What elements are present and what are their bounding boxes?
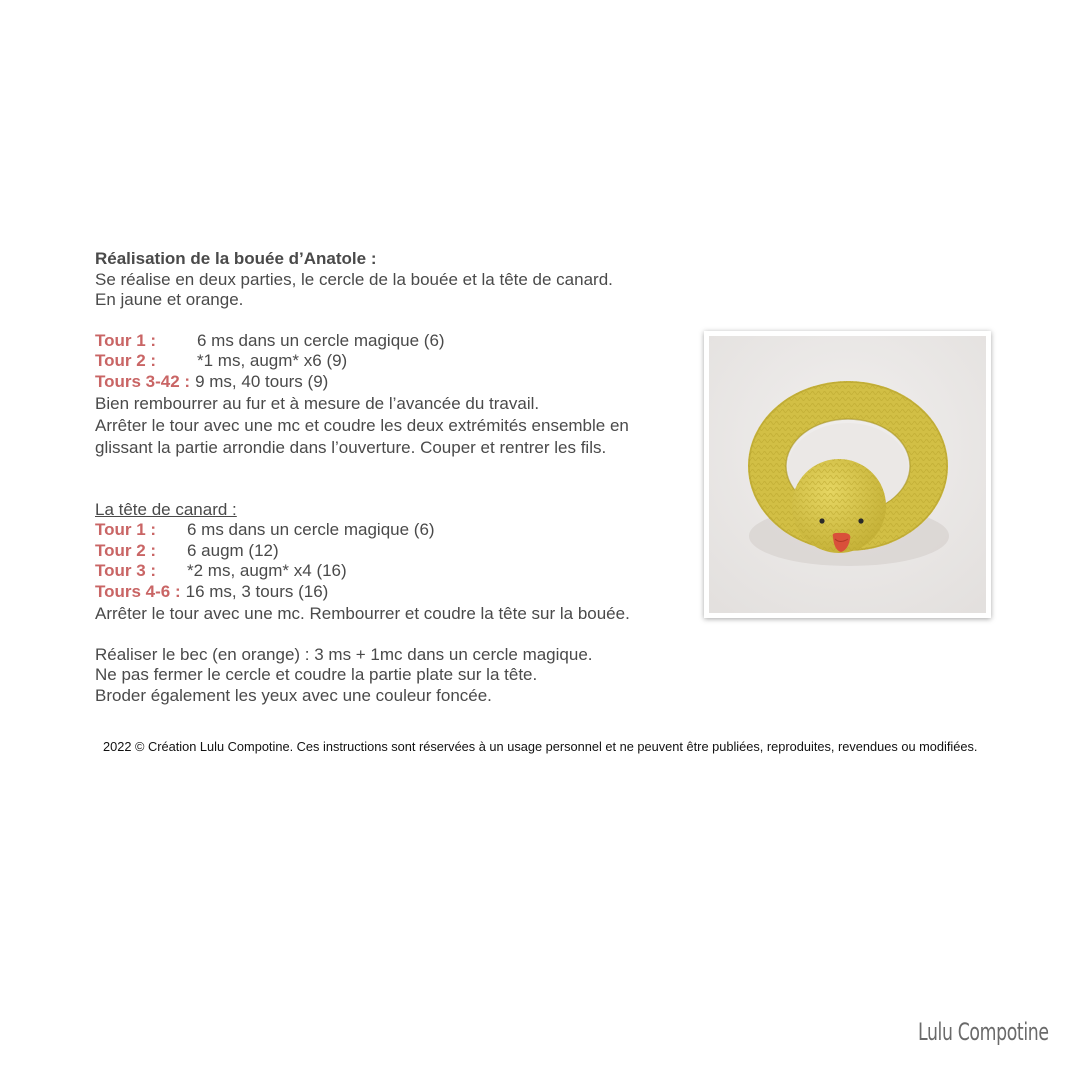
row-label: Tour 3 :	[95, 561, 157, 581]
ring-note-2: Arrêter le tour avec une mc et coudre les deux extrémités ensemble en glissant la partie arrondie dans l’ouverture. Couper et rentrer les fils.	[95, 415, 629, 457]
beak-line-3: Broder également les yeux avec une couleur foncée.	[95, 685, 492, 705]
section-title: Réalisation de la bouée d’Anatole :	[95, 249, 377, 268]
ring-note-1: Bien rembourrer au fur et à mesure de l’avancée du travail.	[95, 393, 540, 413]
copyright-footer: 2022 © Création Lulu Compotine. Ces instructions sont réservées à un usage personnel et ne peuvent être publiées, reproduites, revendues ou modifiées.	[103, 739, 978, 754]
row-text: *1 ms, augm* x6 (9)	[197, 351, 348, 371]
ring-row-3	[95, 372, 655, 393]
head-row-2	[95, 541, 655, 562]
row-label: Tour 2 :	[95, 351, 157, 371]
beak-line-2: Ne pas fermer le cercle et coudre la partie plate sur la tête.	[95, 665, 538, 685]
row-label: Tour 1 :	[95, 330, 157, 350]
row-text: 9 ms, 40 tours (9)	[195, 371, 329, 391]
head-note: Arrêter le tour avec une mc. Rembourrer et coudre la tête sur la bouée.	[95, 603, 630, 623]
row-label: Tours 3-42 :	[95, 371, 191, 391]
row-text: 16 ms, 3 tours (16)	[185, 581, 329, 601]
head-row-3	[95, 561, 655, 582]
duck-ring-photo	[704, 331, 991, 618]
row-text: *2 ms, augm* x4 (16)	[187, 561, 347, 581]
ring-row-1	[95, 331, 655, 352]
row-text: 6 ms dans un cercle magique (6)	[197, 330, 445, 350]
row-label: Tour 1 :	[95, 520, 157, 540]
ring-row-2	[95, 351, 655, 372]
row-text: 6 augm (12)	[187, 540, 279, 560]
head-row-4	[95, 582, 655, 603]
crochet-duck-ring-illustration	[709, 336, 986, 613]
pattern-instructions	[95, 249, 655, 706]
intro-line-2: En jaune et orange.	[95, 290, 244, 310]
row-label: Tour 2 :	[95, 540, 157, 560]
brand-signature: Lulu Compotine	[918, 1018, 1049, 1046]
intro-line-1: Se réalise en deux parties, le cercle de la bouée et la tête de canard.	[95, 269, 613, 289]
row-label: Tours 4-6 :	[95, 581, 181, 601]
beak-line-1: Réaliser le bec (en orange) : 3 ms + 1mc dans un cercle magique.	[95, 644, 593, 664]
row-text: 6 ms dans un cercle magique (6)	[187, 520, 435, 540]
head-row-1	[95, 520, 655, 541]
head-heading: La tête de canard :	[95, 499, 237, 519]
